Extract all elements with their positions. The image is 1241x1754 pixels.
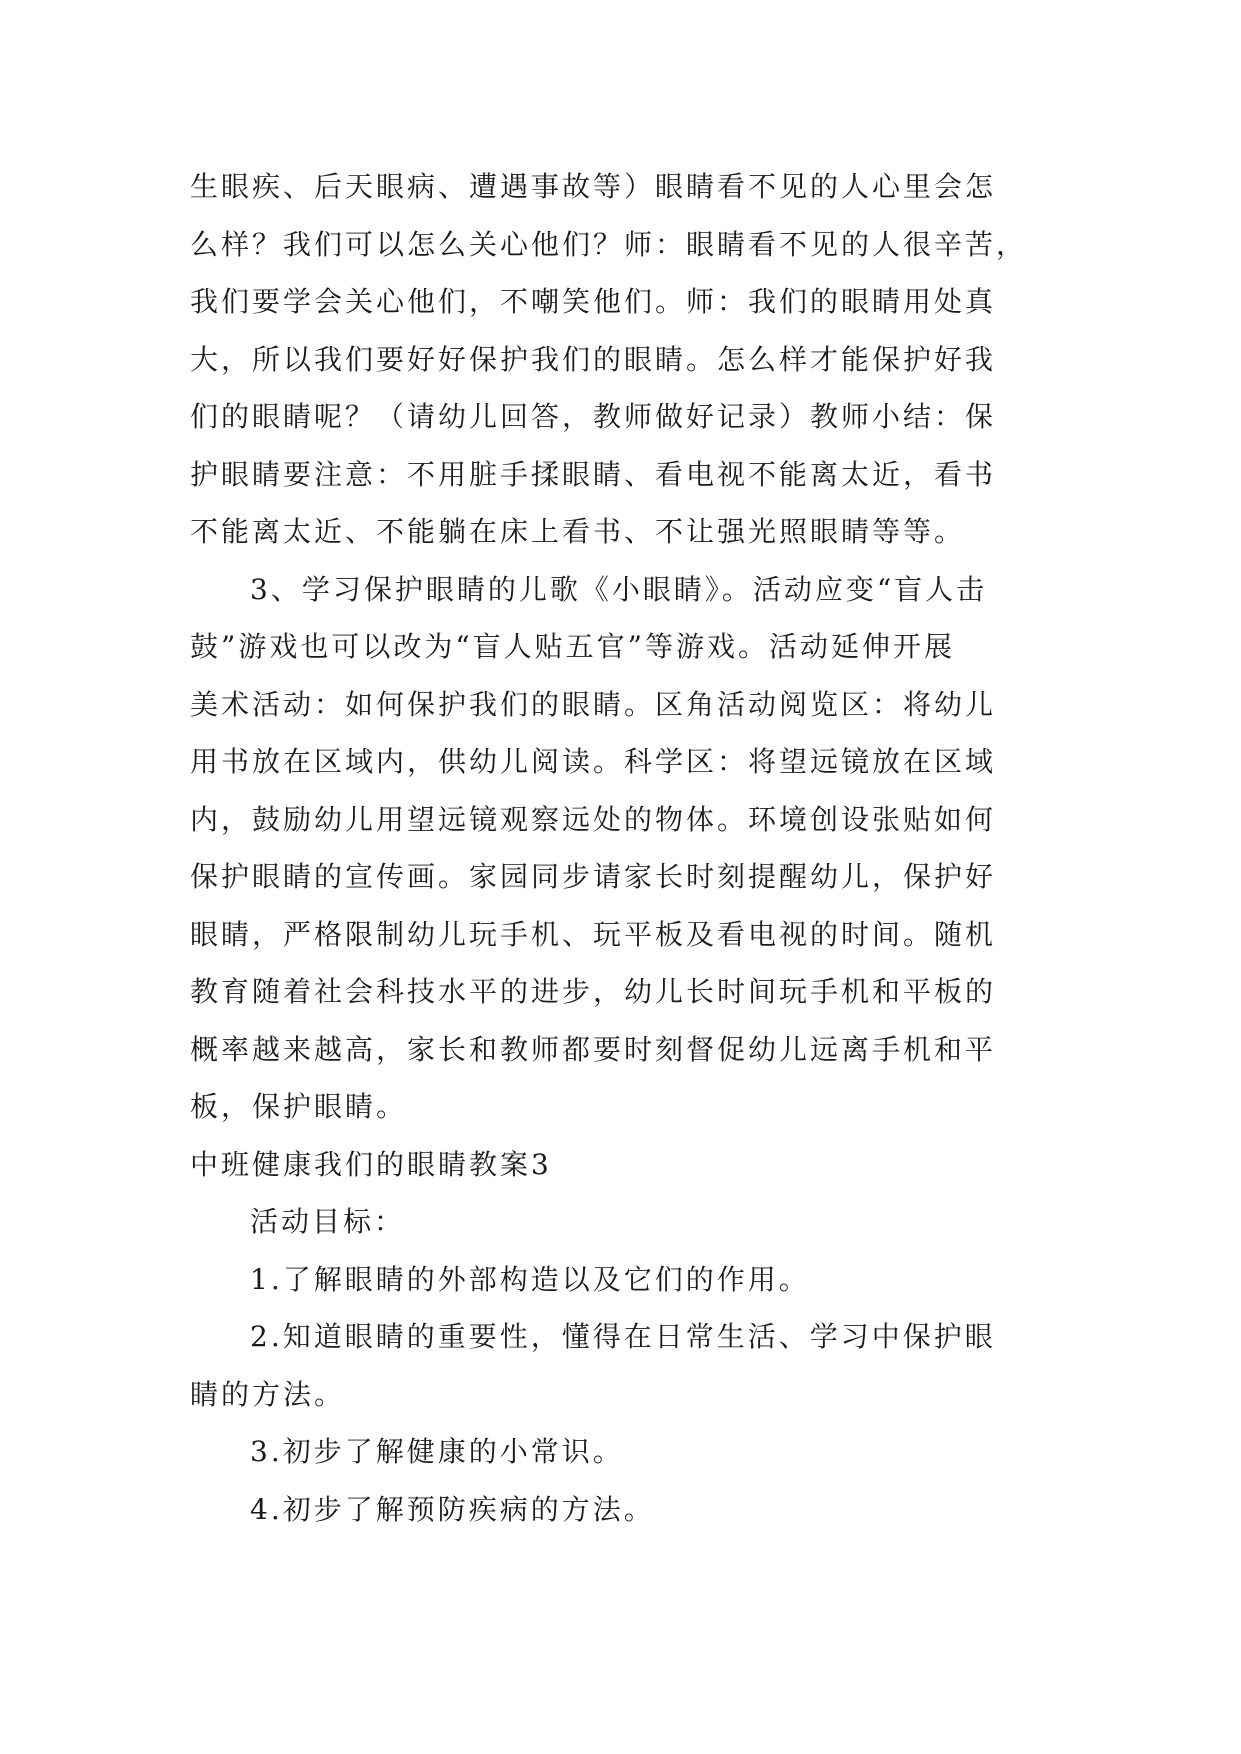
goal-item-2	[190, 1308, 1070, 1423]
paragraph-2-line: 内，鼓励幼儿用望远镜观察远处的物体。环境创设张贴如何	[190, 802, 997, 836]
paragraph-1-line: 们的眼睛呢？（请幼儿回答，教师做好记录）教师小结：保	[190, 400, 997, 433]
goals-label-text: 活动目标：	[250, 1205, 406, 1238]
paragraph-2-line: 鼓”游戏也可以改为“盲人贴五官”等游戏。活动延伸开展	[190, 630, 955, 663]
goal-item-1	[190, 1251, 1070, 1309]
paragraph-1-line: 护眼睛要注意：不用脏手揉眼睛、看电视不能离太近，看书	[190, 457, 997, 491]
paragraph-1-line: 么样？我们可以怎么关心他们？师：眼睛看不见的人很辛苦，	[190, 227, 1028, 261]
document-body	[190, 158, 1070, 1538]
goal-item-2-line: 睛的方法。	[190, 1377, 346, 1411]
paragraph-1-line: 我们要学会关心他们，不嘲笑他们。师：我们的眼睛用处真	[190, 285, 997, 318]
paragraph-2-line: 美术活动：如何保护我们的眼睛。区角活动阅览区：将幼儿	[190, 687, 997, 721]
goal-item-1-text: 1.了解眼睛的外部构造以及它们的作用。	[250, 1262, 810, 1296]
paragraph-1-line: 生眼疾、后天眼病、遭遇事故等）眼睛看不见的人心里会怎	[190, 170, 997, 203]
paragraph-2-line: 3、学习保护眼睛的儿歌《小眼睛》。活动应变“盲人击	[250, 572, 988, 606]
goal-item-2-line: 2.知道眼睛的重要性，懂得在日常生活、学习中保护眼	[250, 1320, 996, 1353]
section-title: 中班健康我们的眼睛教案3	[190, 1147, 552, 1181]
paragraph-1	[190, 158, 1070, 561]
paragraph-2-line: 概率越来越高，家长和教师都要时刻督促幼儿远离手机和平	[190, 1032, 997, 1066]
paragraph-2-line: 板，保护眼睛。	[190, 1090, 408, 1123]
paragraph-2-line: 教育随着社会科技水平的进步，幼儿长时间玩手机和平板的	[190, 975, 997, 1008]
goal-item-4	[190, 1481, 1070, 1539]
paragraph-1-line: 大，所以我们要好好保护我们的眼睛。怎么样才能保护好我	[190, 342, 997, 376]
goals-label	[190, 1193, 1070, 1251]
paragraph-1-line: 不能离太近、不能躺在床上看书、不让强光照眼睛等等。	[190, 515, 966, 548]
paragraph-2-line: 眼睛，严格限制幼儿玩手机、玩平板及看电视的时间。随机	[190, 917, 997, 951]
paragraph-2	[190, 561, 1070, 1136]
goal-item-3-text: 3.初步了解健康的小常识。	[250, 1435, 624, 1468]
paragraph-2-line: 保护眼睛的宣传画。家园同步请家长时刻提醒幼儿，保护好	[190, 860, 997, 893]
goal-item-4-text: 4.初步了解预防疾病的方法。	[250, 1492, 655, 1526]
goal-item-3	[190, 1423, 1070, 1481]
paragraph-2-line: 用书放在区域内，供幼儿阅读。科学区：将望远镜放在区域	[190, 745, 997, 778]
